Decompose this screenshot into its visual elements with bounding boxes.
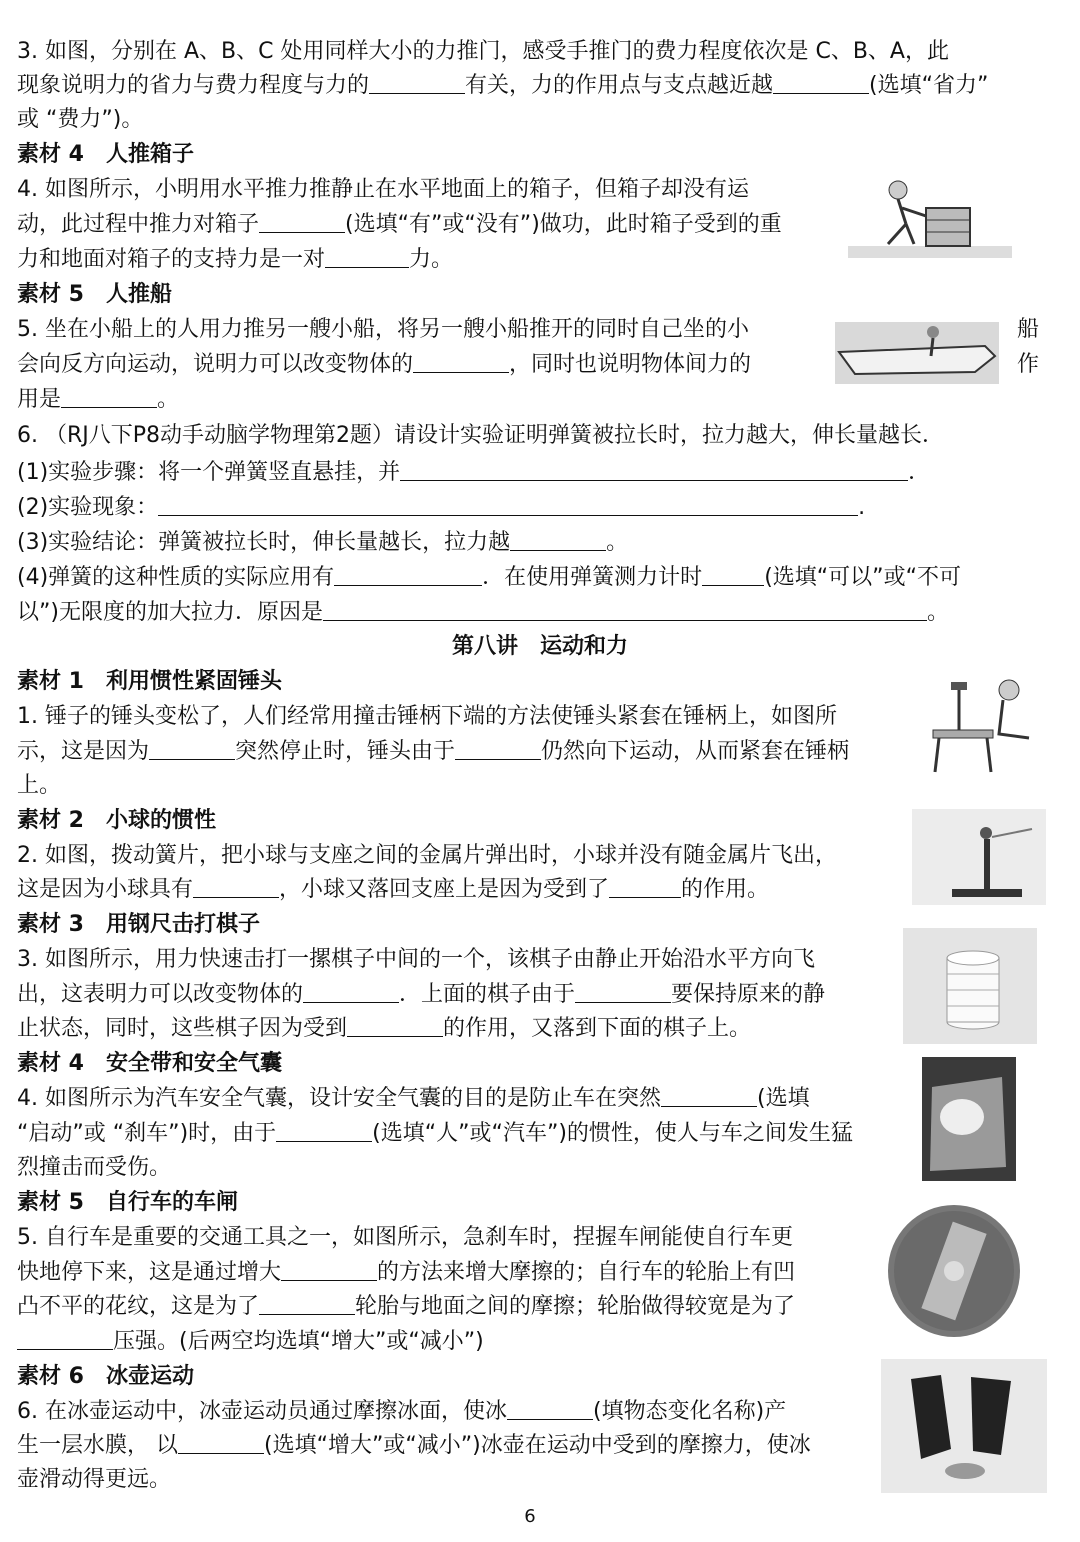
q5-line-2: 会向反方向运动，说明力可以改变物体的 ，同时也说明物体间力的 — [17, 352, 752, 377]
boats-image — [835, 322, 999, 384]
answer-blank[interactable] — [369, 71, 465, 94]
s8-q3-line-1: 3. 如图所示，用力快速击打一摞棋子中间的一个，该棋子由静止开始沿水平方向飞 — [17, 947, 815, 972]
q5-line-3: 用是 。 — [17, 387, 180, 412]
s8-q1-line-1: 1. 锤子的锤头变松了，人们经常用撞击锤柄下端的方法使锤头紧套在锤柄上，如图所 — [17, 704, 837, 729]
answer-blank[interactable] — [259, 210, 345, 233]
s8-q4-line-3: 烈撞击而受伤。 — [17, 1155, 172, 1180]
q5-line-1: 5. 坐在小船上的人用力推另一艘小船，将另一艘小船推开的同时自己坐的小 — [17, 317, 749, 342]
q4-line-1: 4. 如图所示，小明用水平推力推静止在水平地面上的箱子，但箱子却没有运 — [17, 177, 749, 202]
s8-q5-line-2: 快地停下来，这是通过增大 的方法来增大摩擦的；自行车的轮胎上有凹 — [17, 1260, 796, 1285]
q6-part-1: (1)实验步骤：将一个弹簧竖直悬挂，并 ． — [17, 460, 931, 485]
answer-blank[interactable] — [303, 980, 399, 1003]
s8-q3-line-3: 止状态，同时，这些棋子因为受到 的作用，又落到下面的棋子上。 — [17, 1016, 752, 1041]
answer-blank[interactable] — [325, 245, 409, 268]
s8-q1-line-3: 上。 — [17, 773, 62, 798]
answer-blank[interactable] — [17, 1327, 113, 1350]
answer-blank[interactable] — [455, 737, 541, 760]
q5-line-1-right: 船 — [1017, 317, 1040, 342]
answer-blank[interactable] — [661, 1084, 757, 1107]
q6-line-1: 6. （RJ八下P8动手动脑学物理第2题）请设计实验证明弹簧被拉长时，拉力越大，伸长量越长． — [17, 423, 945, 448]
q6-part-2: (2)实验现象： . — [17, 495, 866, 520]
s8-q6-line-2: 生一层水膜， 以 (选填“增大”或“减小”)冰壶在运动中受到的摩擦力，使冰 — [17, 1433, 811, 1458]
stacked-chess-pieces-image — [903, 928, 1037, 1044]
bicycle-brake-image — [888, 1205, 1020, 1337]
answer-blank[interactable] — [281, 1258, 377, 1281]
answer-blank[interactable] — [276, 1119, 372, 1142]
answer-blank[interactable] — [702, 563, 764, 586]
answer-blank[interactable] — [61, 385, 157, 408]
answer-blank[interactable] — [400, 458, 908, 481]
material-heading: 素材 2 小球的惯性 — [17, 808, 216, 833]
s8-q5-line-1: 5. 自行车是重要的交通工具之一，如图所示，急刹车时，捏握车闸能使自行车更 — [17, 1225, 793, 1250]
s8-q6-line-3: 壶滑动得更远。 — [17, 1467, 172, 1492]
s8-q1-line-2: 示，这是因为 突然停止时，锤头由于 仍然向下运动，从而紧套在锤柄 — [17, 739, 850, 764]
lecture-title: 第八讲 运动和力 — [451, 634, 628, 659]
person-pushing-box-image — [848, 176, 1012, 258]
q3-line-3: 或 “费力”)。 — [17, 107, 144, 132]
s8-q2-line-2: 这是因为小球具有 ，小球又落回支座上是因为受到了 的作用。 — [17, 877, 770, 902]
material-heading: 素材 3 用钢尺击打棋子 — [17, 912, 260, 937]
material-heading: 素材 4 安全带和安全气囊 — [17, 1051, 282, 1076]
car-airbag-image — [922, 1057, 1016, 1181]
q3-line-1: 3. 如图，分别在 A、B、C 处用同样大小的力推门，感受手推门的费力程度依次是 C、B、A，此 — [17, 39, 949, 64]
q6-part-3: (3)实验结论：弹簧被拉长时，伸长量越长，拉力越 。 — [17, 530, 629, 555]
material-heading: 素材 5 人推船 — [17, 282, 172, 307]
ball-inertia-apparatus-image — [912, 809, 1046, 905]
answer-blank[interactable] — [178, 1431, 264, 1454]
q3-line-2: 现象说明力的省力与费力程度与力的 有关，力的作用点与支点越近越 (选填“省力” — [17, 73, 989, 98]
s8-q2-line-1: 2. 如图，拨动簧片，把小球与支座之间的金属片弹出时，小球并没有随金属片飞出， — [17, 843, 837, 868]
answer-blank[interactable] — [413, 350, 509, 373]
s8-q5-line-4: 压强。(后两空均选填“增大”或“减小”) — [17, 1325, 484, 1359]
answer-blank[interactable] — [347, 1014, 443, 1037]
answer-blank[interactable] — [575, 980, 671, 1003]
answer-blank[interactable] — [259, 1292, 355, 1315]
answer-blank[interactable] — [334, 563, 482, 586]
q6-part-5: 以”)无限度的加大拉力．原因是 。 — [17, 600, 949, 625]
s8-q6-line-1: 6. 在冰壶运动中，冰壶运动员通过摩擦冰面，使冰 (填物态变化名称)产 — [17, 1399, 787, 1424]
q5-line-2-right: 作 — [1017, 352, 1040, 377]
material-heading: 素材 5 自行车的车闸 — [17, 1190, 238, 1215]
s8-q3-line-2: 出，这表明力可以改变物体的 ．上面的棋子由于 要保持原来的静 — [17, 982, 826, 1007]
s8-q4-line-1: 4. 如图所示为汽车安全气囊，设计安全气囊的目的是防止车在突然 (选填 — [17, 1086, 810, 1111]
s8-q5-line-3: 凸不平的花纹，这是为了 轮胎与地面之间的摩擦；轮胎做得较宽是为了 — [17, 1294, 796, 1319]
q6-part-4: (4)弹簧的这种性质的实际应用有 ．在使用弹簧测力计时 (选填“可以”或“不可 — [17, 565, 961, 590]
hammer-bench-image — [929, 668, 1037, 774]
q4-line-2: 动，此过程中推力对箱子 (选填“有”或“没有”)做功，此时箱子受到的重 — [17, 212, 782, 237]
answer-blank[interactable] — [609, 875, 681, 898]
material-heading: 素材 6 冰壶运动 — [17, 1364, 194, 1389]
material-heading: 素材 1 利用惯性紧固锤头 — [17, 669, 282, 694]
answer-blank[interactable] — [507, 1397, 593, 1420]
answer-blank[interactable] — [773, 71, 869, 94]
answer-blank[interactable] — [323, 598, 927, 621]
curling-image — [881, 1359, 1047, 1493]
answer-blank[interactable] — [193, 875, 279, 898]
s8-q4-line-2: “启动”或 “刹车”)时，由于 (选填“人”或“汽车”)的惯性，使人与车之间发生猛 — [17, 1121, 853, 1146]
page-number: 6 — [524, 1506, 536, 1527]
answer-blank[interactable] — [510, 528, 606, 551]
answer-blank[interactable] — [158, 493, 858, 516]
answer-blank[interactable] — [149, 737, 235, 760]
q4-line-3: 力和地面对箱子的支持力是一对 力。 — [17, 247, 454, 272]
material-heading: 素材 4 人推箱子 — [17, 142, 194, 167]
